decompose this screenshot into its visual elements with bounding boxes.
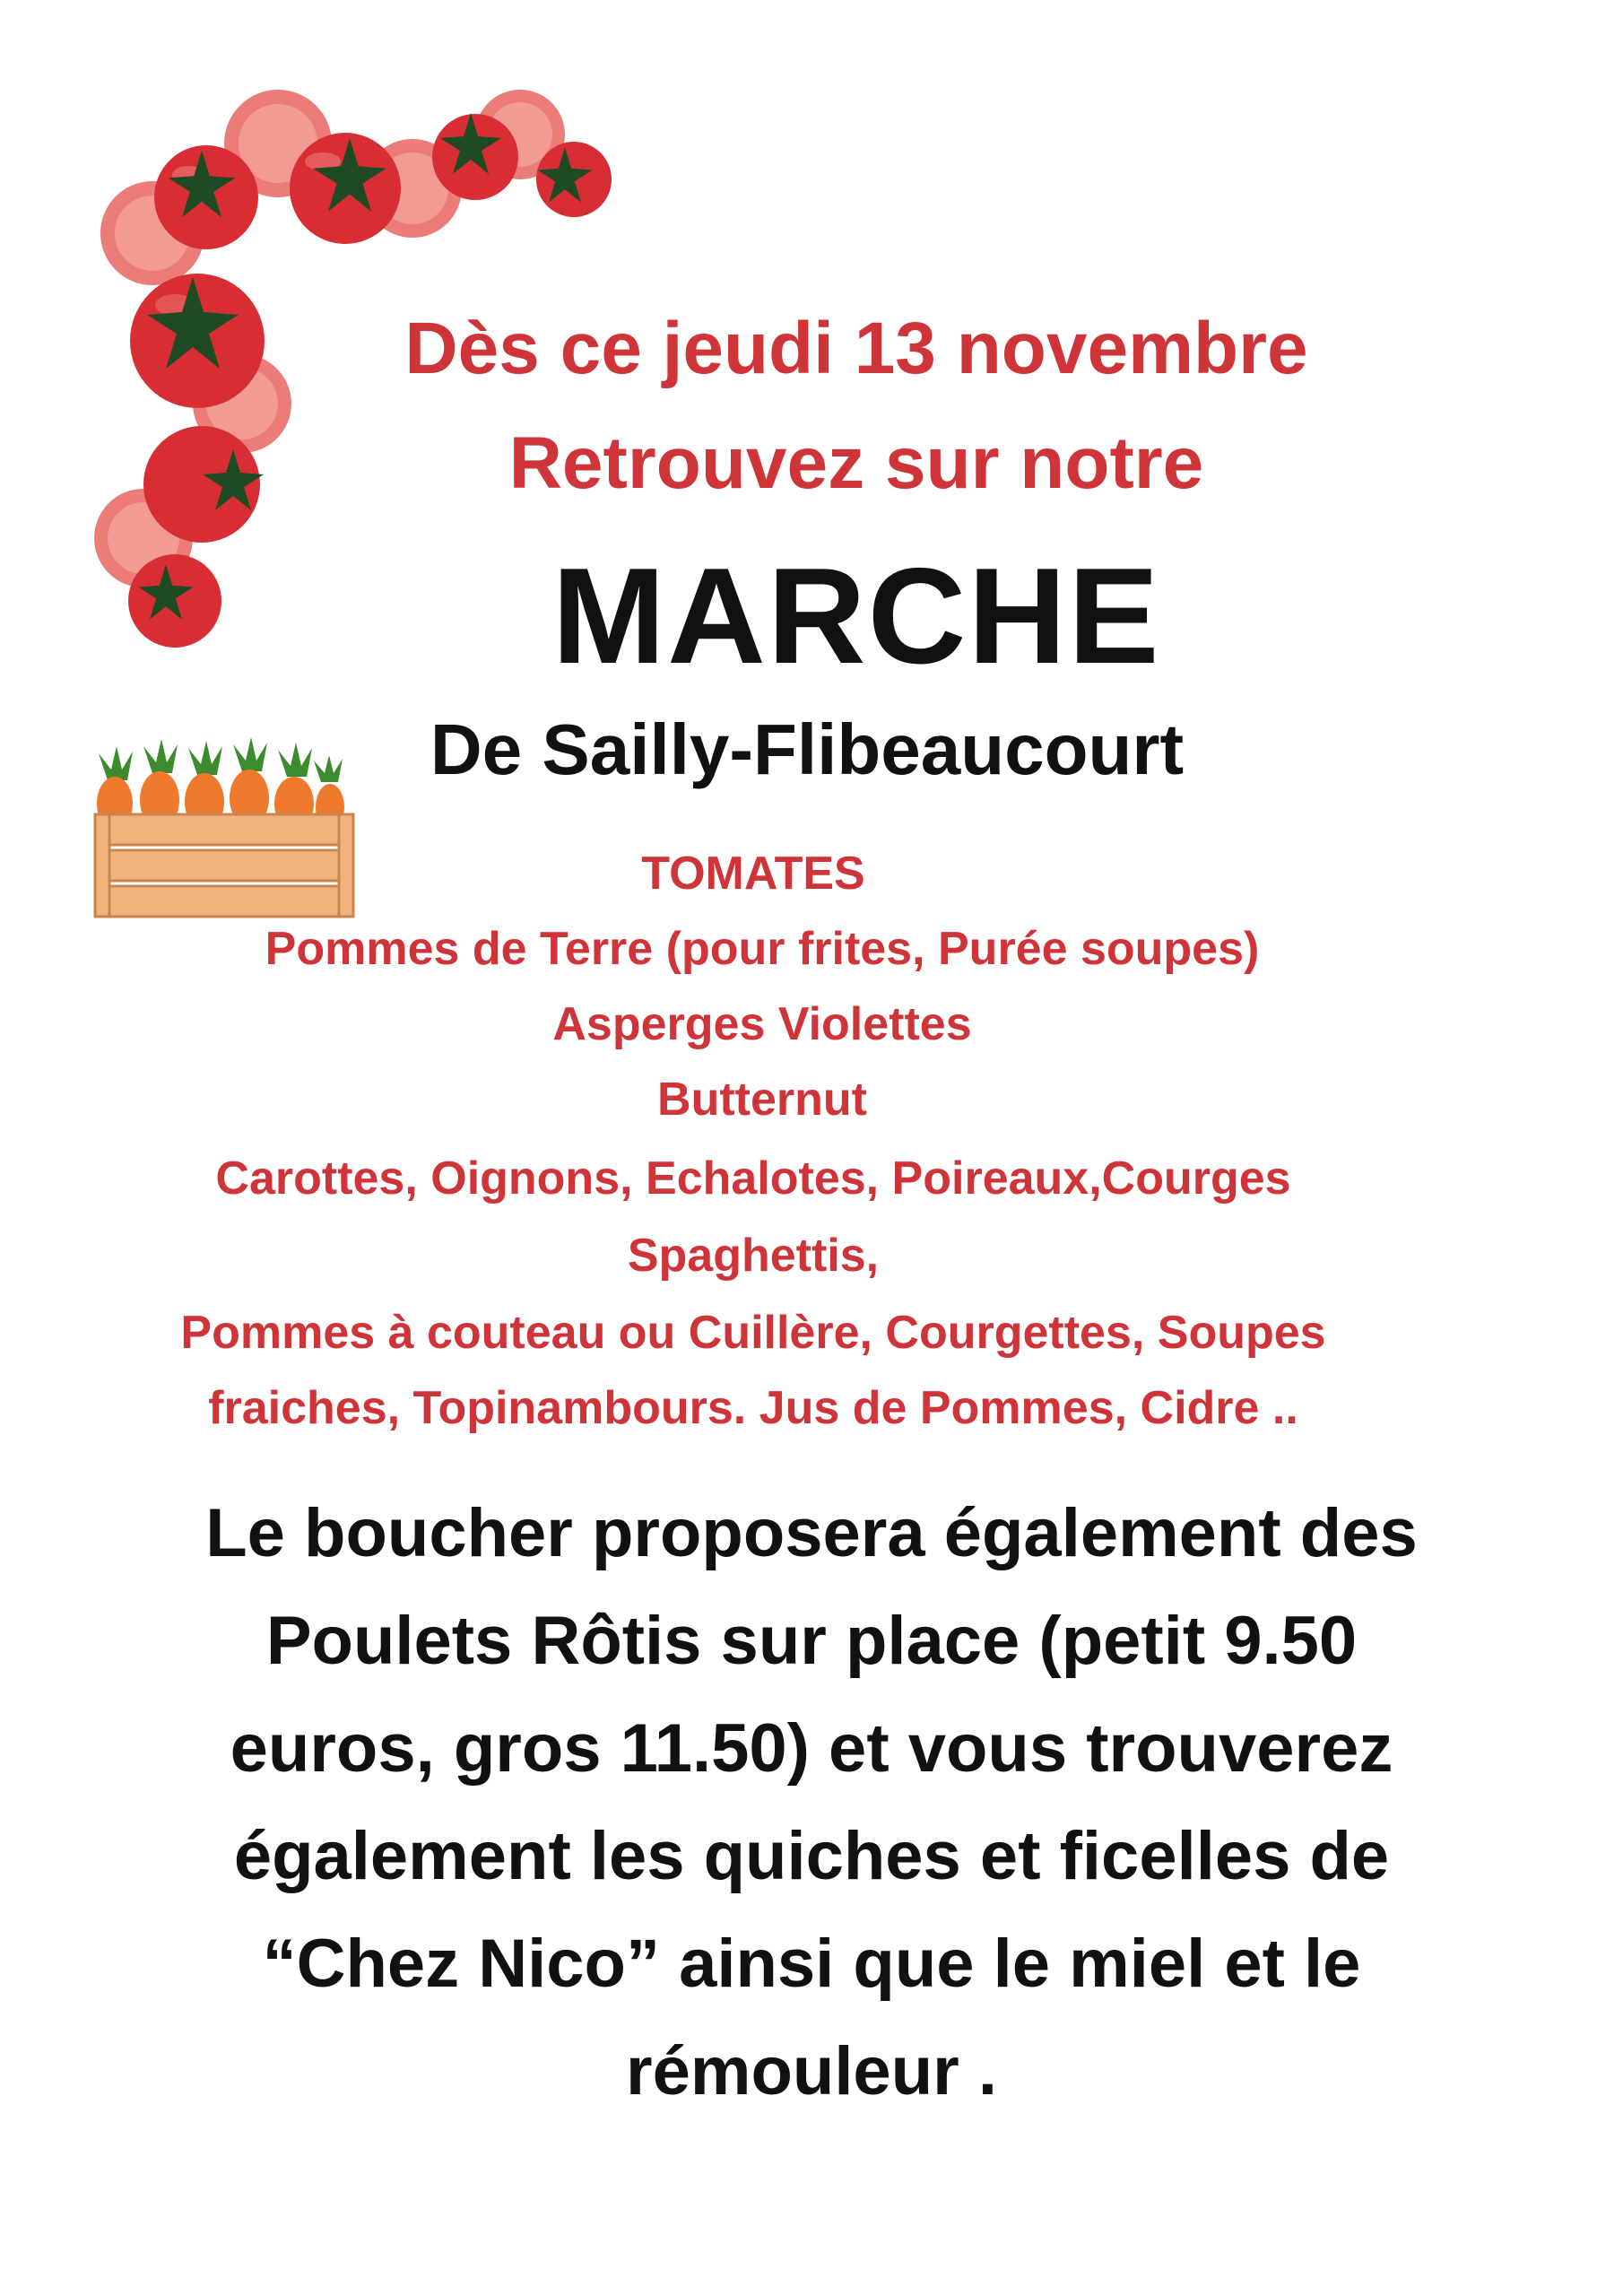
announcement-line: “Chez Nico” ainsi que le miel et le xyxy=(262,1926,1361,2002)
announcement-line: Le boucher proposera également des xyxy=(205,1495,1418,1571)
page-title: MARCHE xyxy=(551,540,1161,692)
date-line: Dès ce jeudi 13 novembre xyxy=(404,308,1308,389)
page-subtitle: De Sailly-Flibeaucourt xyxy=(430,709,1185,789)
announcement-line: également les quiches et ficelles de xyxy=(233,1818,1390,1894)
announcement-line: euros, gros 11.50) et vous trouverez xyxy=(230,1710,1393,1787)
product-item: Carottes, Oignons, Echalotes, Poireaux,Courges xyxy=(215,1152,1291,1205)
product-item: Butternut xyxy=(657,1074,867,1126)
intro-line: Retrouvez sur notre xyxy=(508,422,1204,504)
product-item: Spaghettis, xyxy=(627,1230,880,1282)
announcement-line: rémouleur . xyxy=(626,2033,997,2109)
product-item: fraiches, Topinambours. Jus de Pommes, Cidre .. xyxy=(208,1382,1298,1434)
product-item: TOMATES xyxy=(641,848,865,900)
product-item: Asperges Violettes xyxy=(552,998,972,1050)
product-item: Pommes à couteau ou Cuillère, Courgettes, Soupes xyxy=(180,1307,1326,1359)
product-item: Pommes de Terre (pour frites, Purée soupes) xyxy=(265,923,1260,975)
announcement-line: Poulets Rôtis sur place (petit 9.50 xyxy=(265,1603,1358,1679)
